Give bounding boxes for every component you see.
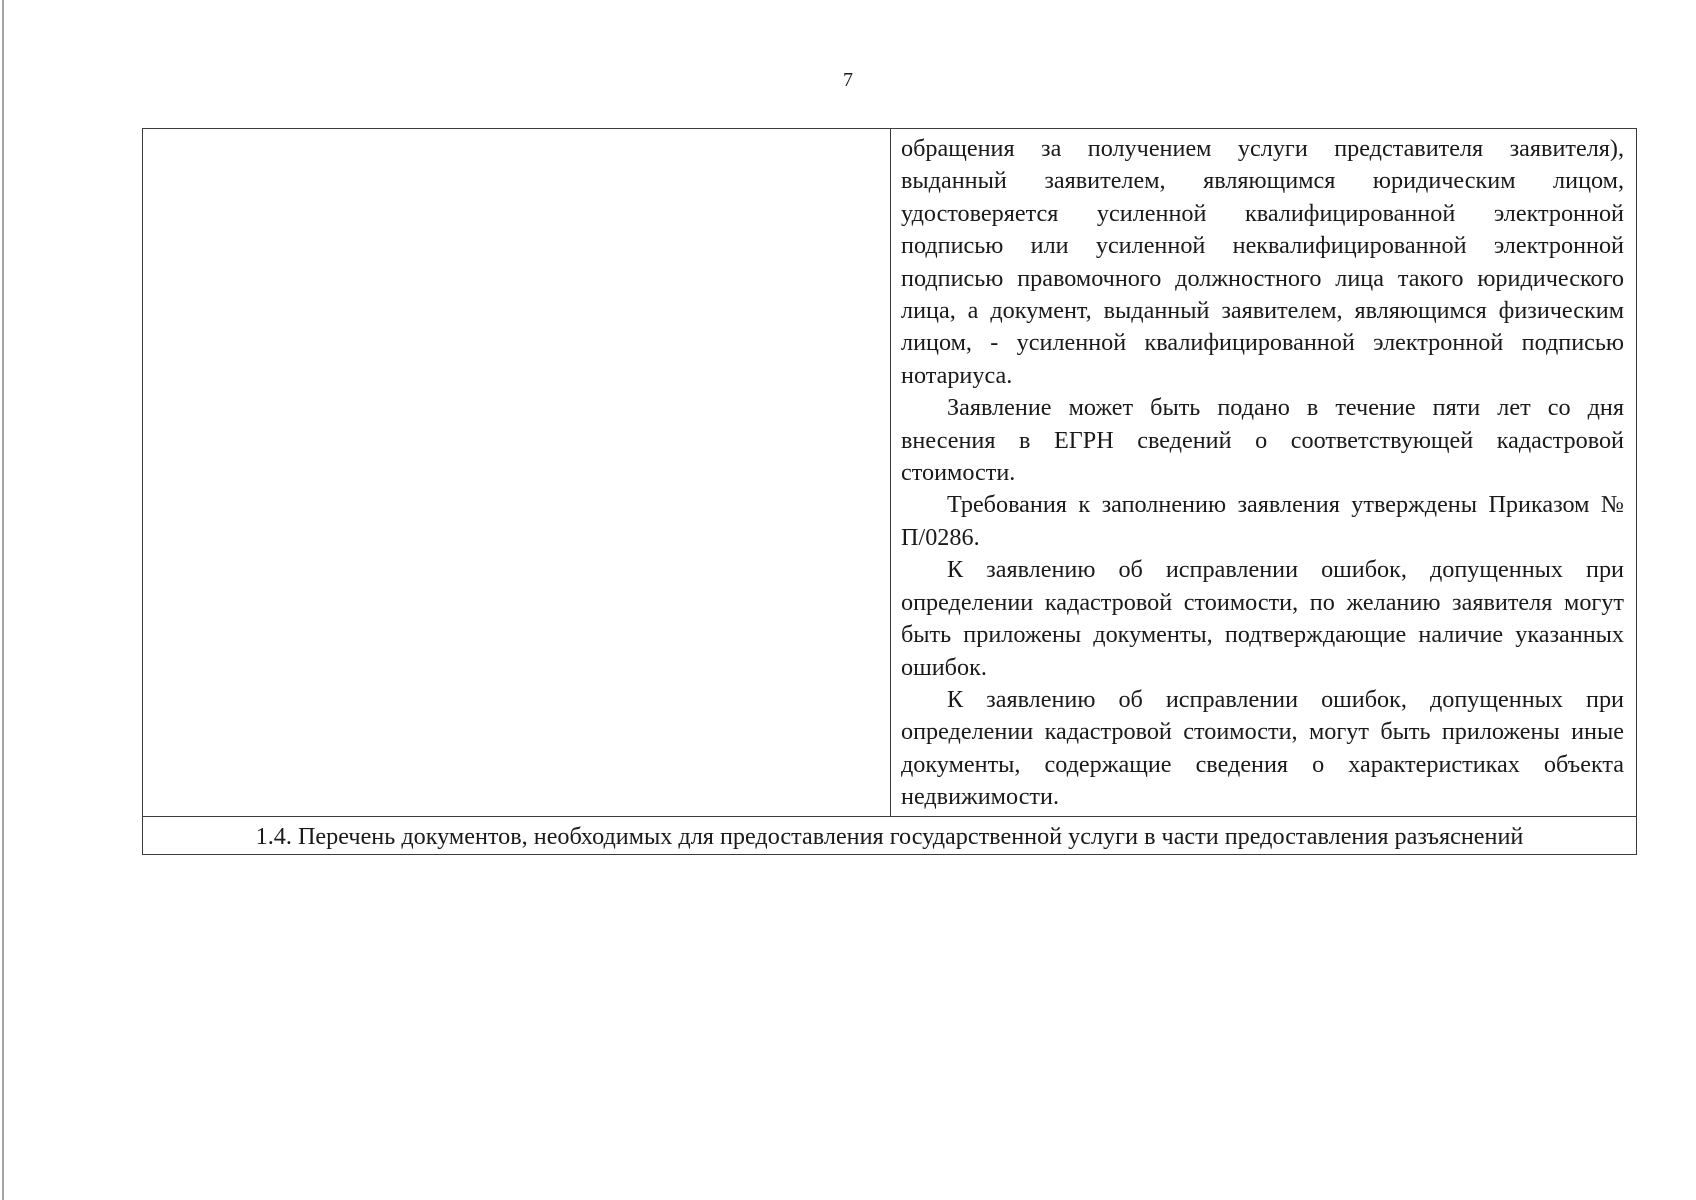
document-table — [142, 128, 1637, 855]
table-row — [143, 816, 1637, 854]
page-number: 7 — [843, 69, 853, 91]
scan-edge-line — [2, 0, 4, 1200]
paragraph-filing-period: Заявление может быть подано в течение пяти лет со дня внесения в ЕГРН сведений о соответствующей кадастровой стоимости. — [901, 394, 1624, 487]
paragraph-form-requirements: Требования к заполнению заявления утверждены Приказом № П/0286. — [901, 491, 1624, 551]
table-row — [143, 129, 1637, 817]
paragraph-signature-requirements: обращения за получением услуги представителя заявителя), выданный заявителем, являющимся юридическим лицом, удостоверяется усиленной квалифицированной электронной подписью или усиленной неквалифицированной электронной подписью правомочного должностного лица такого юридического лица, а документ, выданный заявителем, являющимся физическим лицом, - усиленной квалифицированной электронной подписью нотариуса. — [901, 135, 1624, 389]
requirements-text-cell — [891, 129, 1637, 817]
paragraph-other-documents: К заявлению об исправлении ошибок, допущенных при определении кадастровой стоимости, могут быть приложены иные документы, содержащие сведения о характеристиках объекта недвижимости. — [901, 685, 1624, 811]
section-heading: 1.4. Перечень документов, необходимых для предоставления государственной услуги в части предоставления разъяснений — [143, 816, 1637, 854]
empty-left-cell — [143, 129, 891, 817]
paragraph-optional-documents: К заявлению об исправлении ошибок, допущенных при определении кадастровой стоимости, по желанию заявителя могут быть приложены документы, подтверждающие наличие указанных ошибок. — [901, 556, 1624, 681]
